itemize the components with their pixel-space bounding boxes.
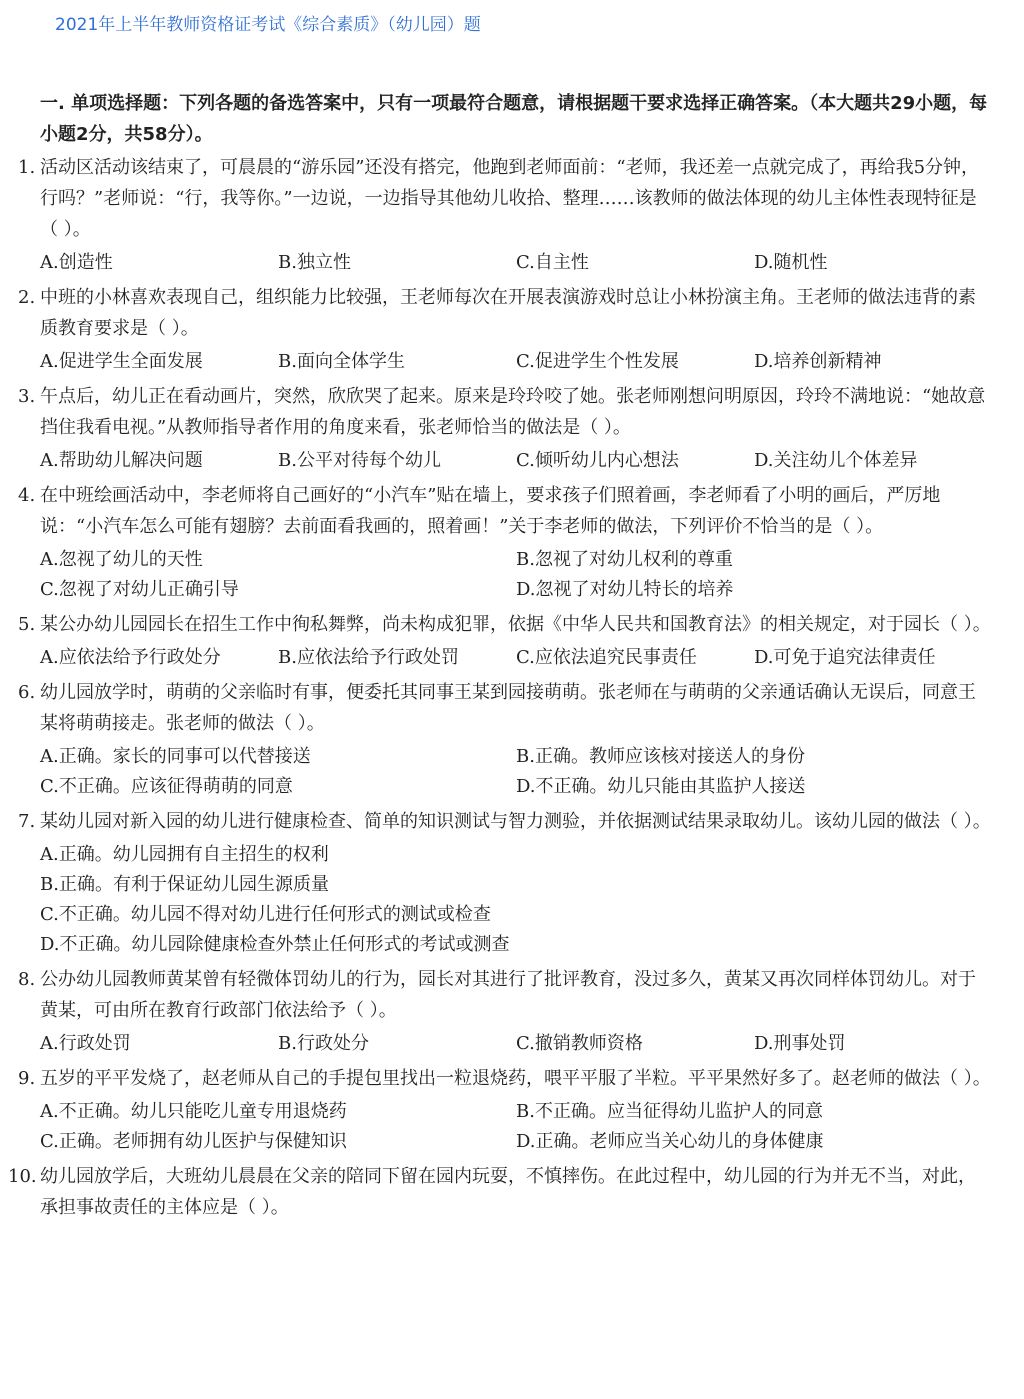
question-number: 7. (18, 811, 36, 832)
question-stem: 活动区活动该结束了，可晨晨的“游乐园”还没有搭完，他跑到老师面前：“老师，我还差一点就完成了，再给我5分钟，行吗？”老师说：“行，我等你。”一边说，一边指导其他幼儿收拾、整理……该教师的做法体现的幼儿主体性表现特征是（ ）。 (40, 157, 980, 240)
option-c: C.不正确。应该征得萌萌的同意 (40, 776, 293, 797)
question-stem: 五岁的平平发烧了，赵老师从自己的手提包里找出一粒退烧药，喂平平服了半粒。平平果然好多了。赵老师的做法（ ）。 (40, 1068, 991, 1089)
option-a: A.应依法给予行政处分 (40, 647, 221, 668)
question-1 (18, 152, 992, 278)
question-number: 1. (18, 157, 36, 178)
option-list (18, 248, 992, 278)
option-c: C.倾听幼儿内心想法 (516, 450, 679, 471)
option-d: D.培养创新精神 (754, 351, 882, 372)
question-stem: 在中班绘画活动中，李老师将自己画好的“小汽车”贴在墙上，要求孩子们照着画，李老师看了小明的画后，严厉地说：“小汽车怎么可能有翅膀？去前面看我画的，照着画！”关于李老师的做法，下列评价不恰当的是（ ）。 (40, 485, 941, 537)
option-c: C.正确。老师拥有幼儿医护与保健知识 (40, 1131, 347, 1152)
question-4 (18, 480, 992, 605)
question-number: 10. (8, 1166, 37, 1187)
section-heading: 一. 单项选择题：下列各题的备选答案中，只有一项最符合题意，请根据题干要求选择正确答案。（本大题共29小题，每小题2分，共58分）。 (40, 93, 988, 145)
option-a: A.不正确。幼儿只能吃儿童专用退烧药 (40, 1101, 347, 1122)
option-list (18, 545, 992, 605)
option-b: B.不正确。应当征得幼儿监护人的同意 (516, 1101, 823, 1122)
option-b: B.正确。有利于保证幼儿园生源质量 (40, 874, 329, 895)
option-b: B.正确。教师应该核对接送人的身份 (516, 746, 805, 767)
option-d: D.关注幼儿个体差异 (754, 450, 918, 471)
option-b: B.独立性 (278, 252, 351, 273)
option-b: B.应依法给予行政处罚 (278, 647, 459, 668)
document-title: 2021年上半年教师资格证考试《综合素质》（幼儿园）题 (55, 15, 481, 35)
option-a: A.正确。家长的同事可以代替接送 (40, 746, 311, 767)
option-a: A.帮助幼儿解决问题 (40, 450, 203, 471)
question-number: 3. (18, 386, 36, 407)
question-10 (8, 1161, 992, 1223)
option-c: C.应依法追究民事责任 (516, 647, 697, 668)
option-b: B.公平对待每个幼儿 (278, 450, 441, 471)
option-d: D.正确。老师应当关心幼儿的身体健康 (516, 1131, 824, 1152)
option-list (18, 446, 992, 476)
option-c: C.撤销教师资格 (516, 1033, 643, 1054)
question-stem: 午点后，幼儿正在看动画片，突然，欣欣哭了起来。原来是玲玲咬了她。张老师刚想问明原因，玲玲不满地说：“她故意挡住我看电视。”从教师指导者作用的角度来看，张老师恰当的做法是（ ）。 (40, 386, 986, 438)
option-c: C.促进学生个性发展 (516, 351, 679, 372)
option-list (18, 1029, 992, 1059)
option-list (18, 1097, 992, 1157)
option-a: A.正确。幼儿园拥有自主招生的权利 (40, 844, 329, 865)
question-number: 4. (18, 485, 36, 506)
question-6 (18, 677, 992, 802)
question-stem: 某幼儿园对新入园的幼儿进行健康检查、简单的知识测试与智力测验，并依据测试结果录取幼儿。该幼儿园的做法（ ）。 (40, 811, 991, 832)
question-stem: 公办幼儿园教师黄某曾有轻微体罚幼儿的行为，园长对其进行了批评教育，没过多久，黄某又再次同样体罚幼儿。对于黄某，可由所在教育行政部门依法给予（ ）。 (40, 969, 976, 1021)
question-stem: 中班的小林喜欢表现自己，组织能力比较强，王老师每次在开展表演游戏时总让小林扮演主角。王老师的做法违背的素质教育要求是（ ）。 (40, 287, 976, 339)
question-3 (18, 381, 992, 476)
option-c: C.忽视了对幼儿正确引导 (40, 579, 239, 600)
option-list (18, 840, 992, 960)
option-b: B.面向全体学生 (278, 351, 405, 372)
option-list (18, 742, 992, 802)
question-number: 6. (18, 682, 36, 703)
question-number: 8. (18, 969, 36, 990)
option-d: D.忽视了对幼儿特长的培养 (516, 579, 734, 600)
question-number: 9. (18, 1068, 36, 1089)
option-a: A.创造性 (40, 252, 113, 273)
question-number: 2. (18, 287, 36, 308)
question-9 (18, 1063, 992, 1157)
option-d: D.随机性 (754, 252, 828, 273)
question-stem: 幼儿园放学后，大班幼儿晨晨在父亲的陪同下留在园内玩耍，不慎摔伤。在此过程中，幼儿园的行为并无不当，对此，承担事故责任的主体应是（ ）。 (40, 1166, 976, 1218)
option-c: C.不正确。幼儿园不得对幼儿进行任何形式的测试或检查 (40, 904, 491, 925)
question-list (8, 152, 992, 1223)
option-b: B.忽视了对幼儿权利的尊重 (516, 549, 733, 570)
question-stem: 某公办幼儿园园长在招生工作中徇私舞弊，尚未构成犯罪，依据《中华人民共和国教育法》的相关规定，对于园长（ ）。 (40, 614, 991, 635)
option-a: A.促进学生全面发展 (40, 351, 203, 372)
option-a: A.行政处罚 (40, 1033, 131, 1054)
option-d: D.可免于追究法律责任 (754, 647, 936, 668)
option-d: D.不正确。幼儿园除健康检查外禁止任何形式的考试或测查 (40, 934, 510, 955)
question-5 (18, 609, 992, 673)
option-c: C.自主性 (516, 252, 589, 273)
question-8 (18, 964, 992, 1059)
option-b: B.行政处分 (278, 1033, 369, 1054)
question-2 (18, 282, 992, 377)
question-number: 5. (18, 614, 36, 635)
option-list (18, 347, 992, 377)
option-list (18, 643, 992, 673)
question-stem: 幼儿园放学时，萌萌的父亲临时有事，便委托其同事王某到园接萌萌。张老师在与萌萌的父亲通话确认无误后，同意王某将萌萌接走。张老师的做法（ ）。 (40, 682, 976, 734)
option-d: D.刑事处罚 (754, 1033, 846, 1054)
question-7 (18, 806, 992, 960)
option-a: A.忽视了幼儿的天性 (40, 549, 203, 570)
option-d: D.不正确。幼儿只能由其监护人接送 (516, 776, 806, 797)
